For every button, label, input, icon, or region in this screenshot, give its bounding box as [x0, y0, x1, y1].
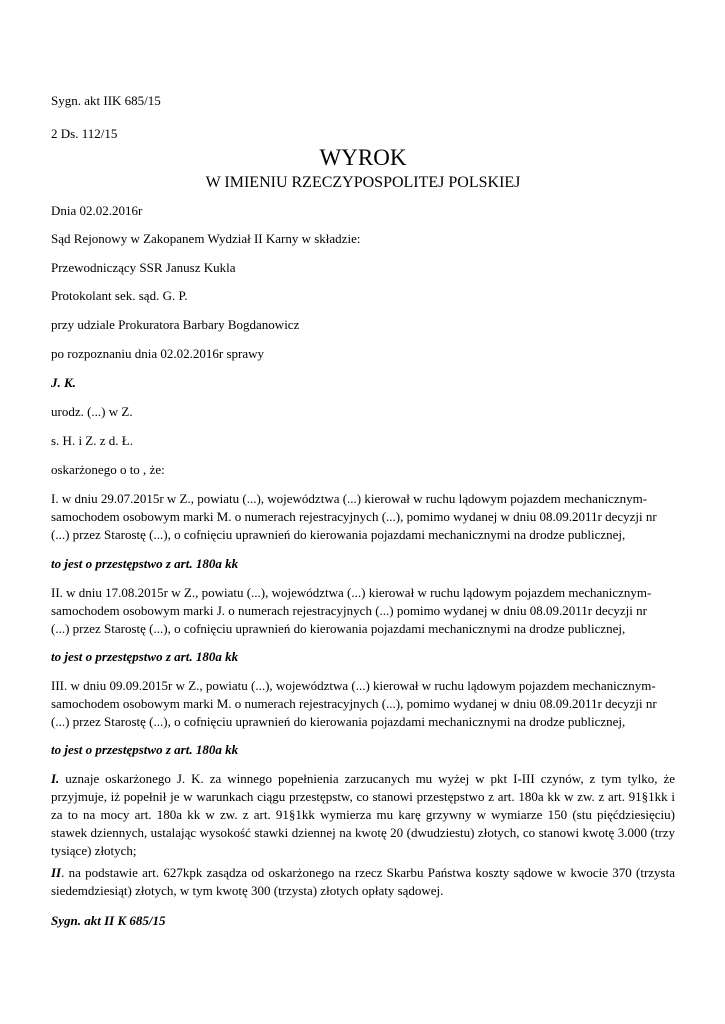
presiding-judge: Przewodniczący SSR Janusz Kukla: [51, 260, 236, 275]
defendant-birth: urodz. (...) w Z.: [51, 404, 133, 419]
verdict-point-1-number: I.: [51, 771, 60, 786]
verdict-point-2-text: . na podstawie art. 627kpk zasądza od oskarżonego na rzecz Skarbu Państwa koszty sądowe w kwocie 370 (trzysta siedemdziesiąt) złotych, w tym kwotę 300 (trzysta) złotych opłaty sądowej.: [51, 865, 675, 898]
court-clerk: Protokolant sek. sąd. G. P.: [51, 288, 188, 303]
charge-3-line-1: III. w dniu 09.09.2015r w Z., powiatu (...), województwa (...) kierował w ruchu lądowym pojazdem mechanicznym-: [51, 678, 656, 693]
verdict-point-1-text: uznaje oskarżonego J. K. za winnego popełnienia zarzucanych mu wyżej w pkt I-III czynów, z tym tylko, że przyjmuje, iż popełnił je w warunkach ciągu przestępstw, co stanowi przestępstwo z art. 180a kk w zw. z art. 91§1kk i za to na mocy art. 180a kk w zw. z art. 91§1kk wymierza mu karę grzywny w wymiarze 150 (stu pięćdziesięciu) stawek dziennych, ustalając wysokość stawki dziennej na kwotę 20 (dwudziestu) złotych, co stanowi kwotę 3.000 (trzy tysiące) złotych;: [51, 771, 675, 858]
document-title: WYROK: [319, 145, 407, 170]
charge-2-qualification: to jest o przestępstwo z art. 180a kk: [51, 649, 239, 664]
document-subtitle: W IMIENIU RZECZYPOSPOLITEJ POLSKIEJ: [205, 174, 521, 191]
prosecutor: przy udziale Prokuratora Barbary Bogdanowicz: [51, 317, 300, 332]
footer-case-signature: Sygn. akt II K 685/15: [51, 913, 166, 928]
charge-2-line-2: samochodem osobowym marki J. o numerach rejestracyjnych (...) pomimo wydanej w dniu 08.09.2011r decyzji nr: [51, 603, 647, 618]
charge-3-line-2: samochodem osobowym marki M. o numerach rejestracyjnych (...), pomimo wydanej w dniu 08.09.2011r decyzji nr: [51, 696, 657, 711]
charge-2-line-1: II. w dniu 17.08.2015r w Z., powiatu (...), województwa (...) kierował w ruchu lądowym pojazdem mechanicznym-: [51, 585, 652, 600]
verdict-point-2-number: II: [51, 865, 62, 880]
judgment-date: Dnia 02.02.2016r: [51, 203, 143, 218]
case-signature: Sygn. akt IIK 685/15: [51, 93, 161, 108]
accusation-intro: oskarżonego o to , że:: [51, 462, 165, 477]
charge-1-line-3: (...) przez Starostę (...), o cofnięciu uprawnień do kierowania pojazdami mechanicznymi na drodze publicznej,: [51, 527, 626, 542]
verdict-point-2: [51, 864, 675, 900]
charge-1-qualification: to jest o przestępstwo z art. 180a kk: [51, 556, 239, 571]
charge-3-line-3: (...) przez Starostę (...), o cofnięciu uprawnień do kierowania pojazdami mechanicznymi na drodze publicznej,: [51, 714, 626, 729]
charge-1-line-1: I. w dniu 29.07.2015r w Z., powiatu (...), województwa (...) kierował w ruchu lądowym pojazdem mechanicznym-: [51, 491, 648, 506]
verdict-point-1: [51, 770, 675, 860]
prosecution-reference: 2 Ds. 112/15: [51, 126, 118, 141]
defendant-parents: s. H. i Z. z d. Ł.: [51, 433, 133, 448]
hearing-date: po rozpoznaniu dnia 02.02.2016r sprawy: [51, 346, 265, 361]
charge-2-line-3: (...) przez Starostę (...), o cofnięciu uprawnień do kierowania pojazdami mechanicznymi na drodze publicznej,: [51, 621, 626, 636]
court-composition: Sąd Rejonowy w Zakopanem Wydział II Karny w składzie:: [51, 231, 361, 246]
charge-3-qualification: to jest o przestępstwo z art. 180a kk: [51, 742, 239, 757]
defendant-name: J. K.: [51, 375, 76, 390]
charge-1-line-2: samochodem osobowym marki M. o numerach rejestracyjnych (...), pomimo wydanej w dniu 08.09.2011r decyzji nr: [51, 509, 657, 524]
